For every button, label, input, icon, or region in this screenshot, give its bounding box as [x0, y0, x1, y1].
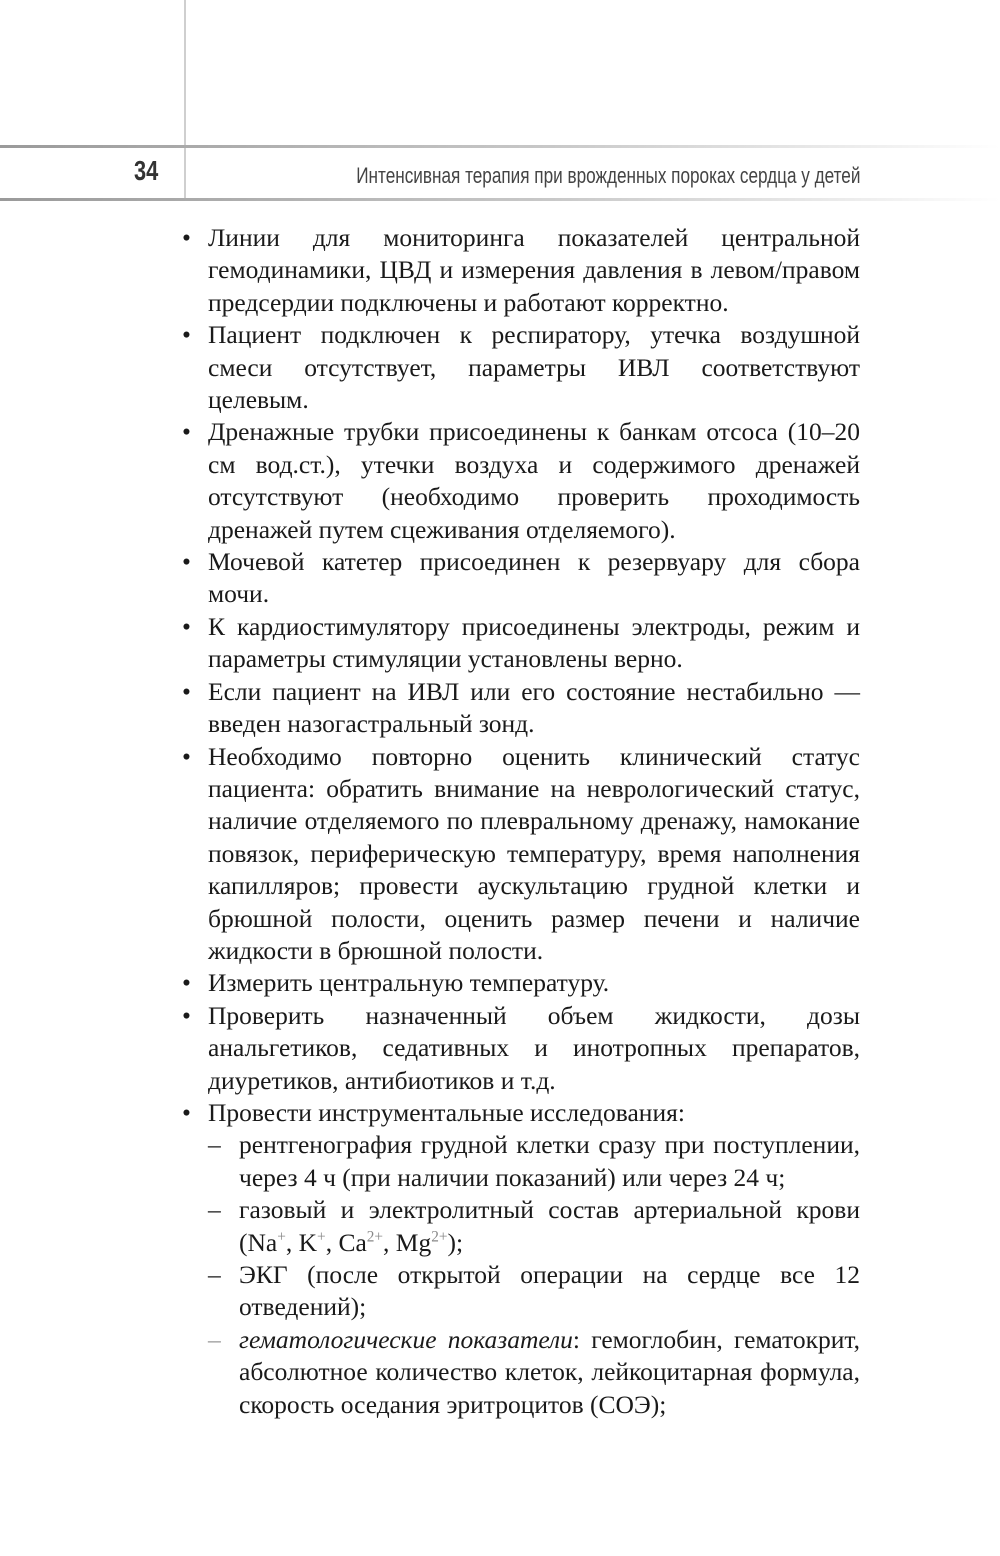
header-bottom-rule [0, 198, 1000, 201]
hematology-text: : гемоглобин, гематокрит, абсолютное количество клеток, лейкоцитарная формула, скорость оседания эритроцитов (СОЭ); [239, 1324, 860, 1419]
list-item-label: Провести инструментальные исследования: [208, 1097, 685, 1127]
sub-item-hematology [208, 1324, 860, 1421]
ion-ca-charge: 2+ [366, 1228, 384, 1246]
list-item: • Необходимо повторно оценить клинический статус пациента: обратить внимание на неврологический статус, наличие отделяемого по плевральному дренажу, намокание повязок, периферическую температуру, время наполнения капилляров; провести аускультацию грудной клетки и брюшной полости, оценить размер печени и наличие жидкости в брюшной полости. [178, 741, 860, 968]
blood-gas-suffix: ); [447, 1227, 464, 1257]
page-body [178, 222, 860, 1421]
page-number: 34 [134, 155, 159, 186]
ion-na-charge: + [277, 1228, 286, 1246]
ion-k: K [298, 1227, 318, 1257]
sub-item-ecg: – ЭКГ (после открытой операции на сердце все 12 отведений); [208, 1259, 860, 1324]
list-item: • К кардиостимулятору присоединены электроды, режим и параметры стимуляции установлены верно. [178, 611, 860, 676]
vertical-rule [184, 0, 186, 200]
ion-mg: Mg [395, 1227, 432, 1257]
list-item: • Дренажные трубки присоединены к банкам отсоса (10–20 см вод.ст.), утечки воздуха и содержимого дренажей отсутствуют (необходимо проверить проходимость дренажей путем сцеживания отделяемого). [178, 416, 860, 546]
list-item: • Мочевой катетер присоединен к резервуару для сбора мочи. [178, 546, 860, 611]
list-item: • Проверить назначенный объем жидкости, дозы анальгетиков, седативных и инотропных препаратов, диуретиков, антибиотиков и т.д. [178, 1000, 860, 1097]
header-top-rule [0, 145, 1000, 148]
list-item: • Измерить центральную температуру. [178, 967, 860, 999]
list-item: • Пациент подключен к респиратору, утечка воздушной смеси отсутствует, параметры ИВЛ соответствуют целевым. [178, 319, 860, 416]
running-title: Интенсивная терапия при врожденных пороках сердца у детей [355, 163, 860, 188]
list-item: • Если пациент на ИВЛ или его состояние нестабильно — введен назогастральный зонд. [178, 676, 860, 741]
ion-k-charge: + [317, 1228, 326, 1246]
bullet-list [178, 222, 860, 1421]
sub-item-blood-gas: – газовый и электролитный состав артериальной крови (Na+, K+, $Ca^{2+}$, $Mg^{2+}$); [208, 1194, 860, 1259]
sub-list [208, 1129, 860, 1421]
ion-na: Na [247, 1227, 278, 1257]
hematology-label: гематологические показатели [239, 1324, 573, 1354]
blood-gas-text: газовый и электролитный состав артериальной крови ( [239, 1195, 860, 1257]
sub-item-xray: – рентгенография грудной клетки сразу при поступлении, через 4 ч (при наличии показаний) или через 24 ч; [208, 1129, 860, 1194]
ion-ca: Ca [338, 1227, 367, 1257]
list-item-studies [178, 1097, 860, 1421]
ion-mg-charge: 2+ [431, 1228, 448, 1246]
list-item: • Линии для мониторинга показателей центральной гемодинамики, ЦВД и измерения давления в левом/правом предсердии подключены и работают корректно. [178, 222, 860, 319]
